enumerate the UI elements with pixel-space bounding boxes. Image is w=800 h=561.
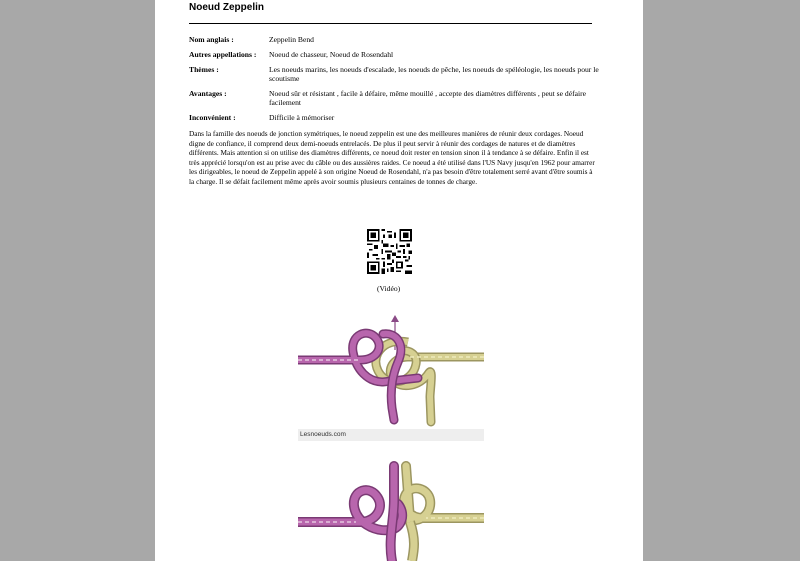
qr-code-icon[interactable] [367,229,412,274]
info-value: Les noeuds marins, les noeuds d'escalade, les noeuds de pêche, les noeuds de spéléologie, les noeuds pour le scoutisme [269,65,599,83]
knot-info-table [189,35,599,128]
info-row [189,35,599,50]
video-link[interactable]: (Vidéo) [377,284,401,293]
info-label: Thèmes : [189,65,219,74]
zeppelin-knot-step-1-image [298,312,484,429]
zeppelin-knot-step-2-image [298,460,484,561]
info-row [189,113,599,128]
info-value: Noeud de chasseur, Noeud de Rosendahl [269,50,394,59]
info-row [189,65,599,89]
info-value: Difficile à mémoriser [269,113,335,122]
info-row [189,50,599,65]
info-label: Inconvénient : [189,113,236,122]
title-divider [189,23,592,24]
description-paragraph: Dans la famille des noeuds de jonction symétriques, le noeud zeppelin est une des meilleures manières de réunir deux cordages. Noeud digne de confiance, il comprend deux demi-noeuds entrelacés. De plus il peut servir à réunir des cordages de natures et de diamètres différents. Mais attention si on utilise des diamètres différents, ce noeud doit rester en tension sinon il à tendance à se défaire. Enfin il est très apprécié lorsqu'on est au prise avec du câble ou des aussières raides. Ce noeud a été utilisé dans l'US Navy jusqu'en 1962 pour amarrer les dirigeables, le noeud de Zeppelin appelé à son origine Noeud de Rosendahl, n'a pas besoin d'être totalement serré avant d'être soumis à la charge. Il se défait facilement même après avoir soumis plusieurs centaines de tonnes de charge. [189,129,595,186]
info-label: Avantages : [189,89,227,98]
document-page [155,0,643,561]
info-value: Noeud sûr et résistant , facile à défaire, même mouillé , accepte des diamètres différents , peut se défaire facilement [269,89,586,107]
page-title: Noeud Zeppelin [189,2,264,13]
info-row [189,89,599,113]
info-label: Autres appellations : [189,50,257,59]
info-label: Nom anglais : [189,35,234,44]
image-caption: Lesnoeuds.com [298,429,484,441]
info-value: Zeppelin Bend [269,35,314,44]
